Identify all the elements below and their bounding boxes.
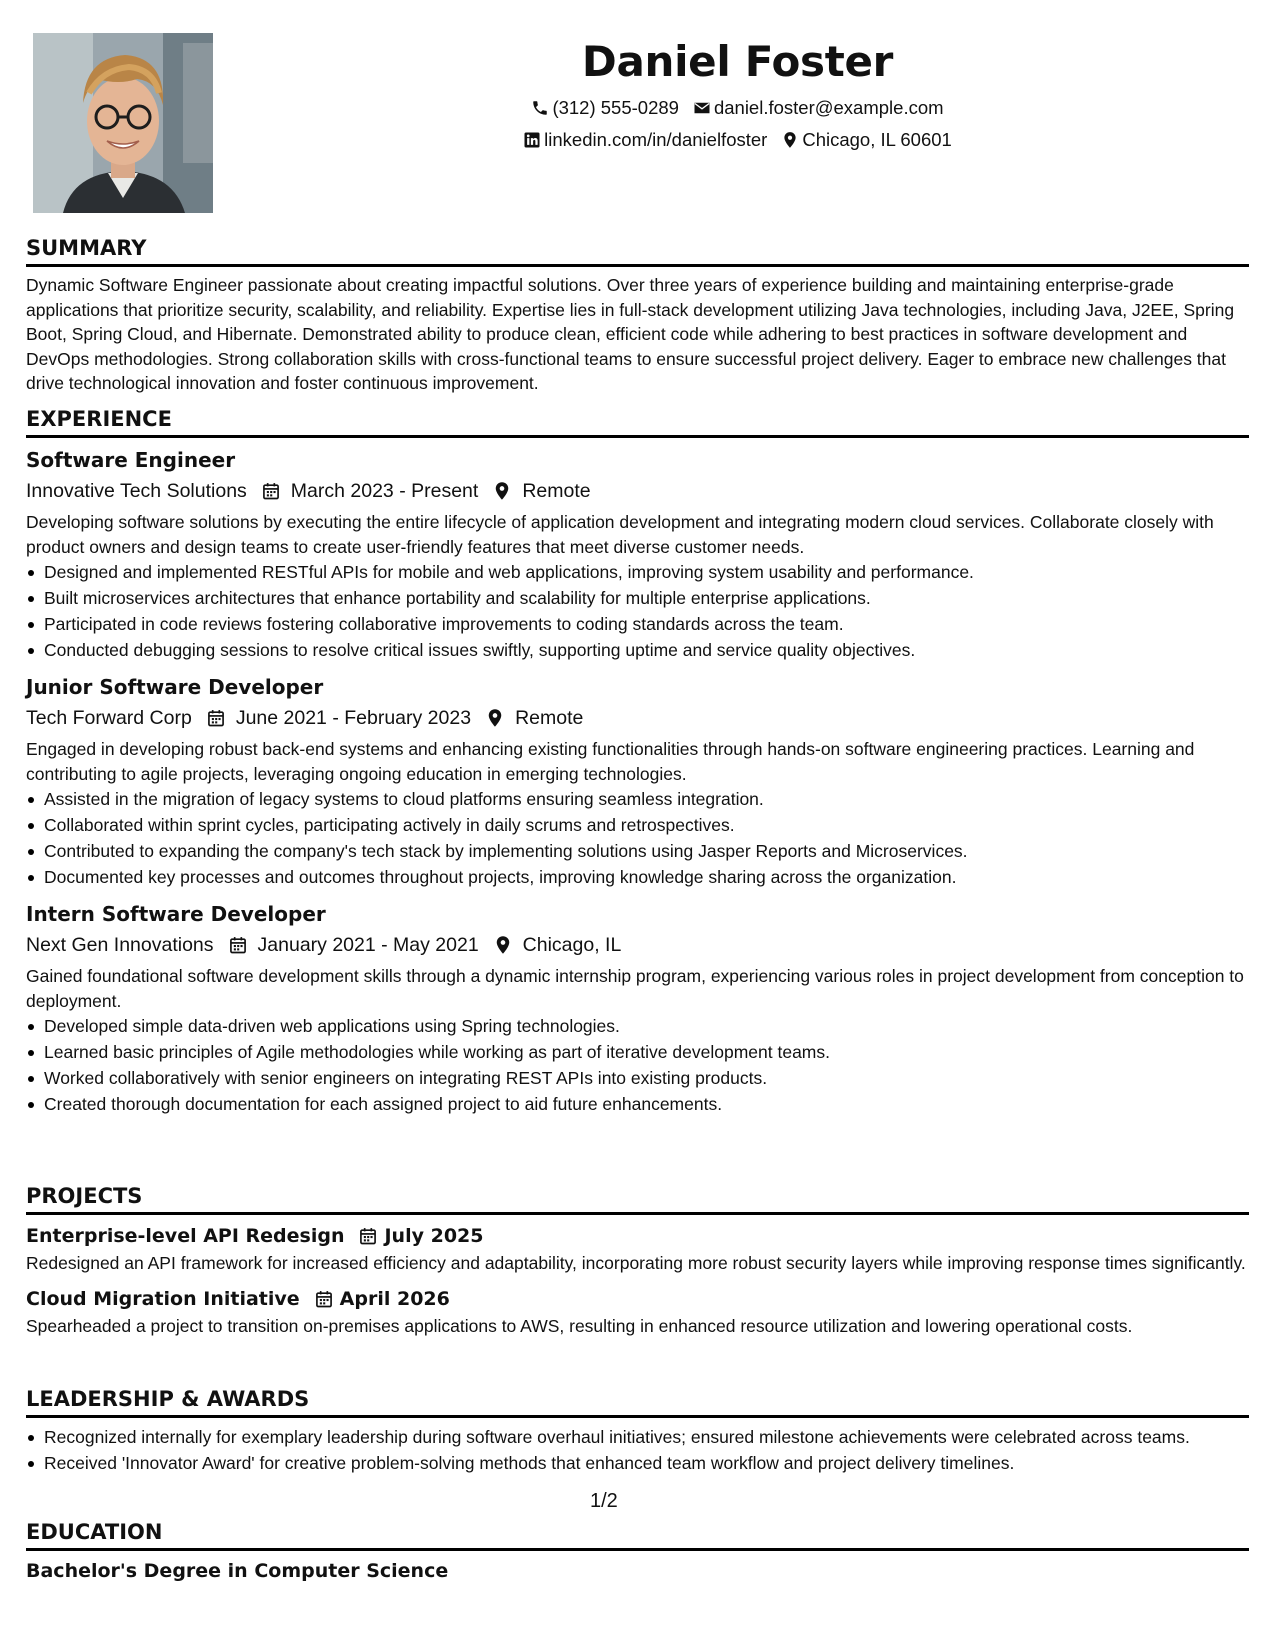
section-title: LEADERSHIP & AWARDS — [26, 1387, 310, 1411]
job-entry — [26, 671, 1249, 890]
job-location: Remote — [522, 480, 591, 502]
section-divider — [26, 1212, 1249, 1215]
phone-icon — [531, 99, 549, 117]
list-item: Designed and implemented RESTful APIs for mobile and web applications, improving system usability and performance. — [26, 559, 1249, 585]
job-meta — [26, 476, 1249, 506]
contact-line-2 — [230, 124, 1245, 156]
project-header — [26, 1221, 1249, 1251]
job-entry — [26, 898, 1249, 1117]
list-item: Built microservices architectures that enhance portability and scalability for multiple enterprise applications. — [26, 585, 1249, 611]
section-divider — [26, 1548, 1249, 1551]
linkedin-icon — [523, 131, 541, 149]
calendar-icon — [206, 708, 226, 728]
section-title: PROJECTS — [26, 1184, 143, 1208]
page-number: 1/2 — [590, 1490, 618, 1512]
contact-email[interactable] — [693, 92, 944, 124]
list-item: Contributed to expanding the company's tech stack by implementing solutions using Jasper Reports and Microservices. — [26, 838, 1249, 864]
calendar-icon — [314, 1289, 334, 1309]
job-title: Software Engineer — [26, 448, 236, 472]
project-name: Cloud Migration Initiative — [26, 1287, 300, 1310]
map-pin-icon — [485, 708, 505, 728]
job-title: Junior Software Developer — [26, 675, 324, 699]
list-item: Created thorough documentation for each assigned project to aid future enhancements. — [26, 1091, 1249, 1117]
calendar-icon — [228, 935, 248, 955]
section-title: EDUCATION — [26, 1520, 163, 1544]
contact-line-1 — [230, 92, 1245, 124]
project-description: Redesigned an API framework for increased efficiency and adaptability, incorporating more robust security layers while improving response times significantly. — [26, 1253, 1246, 1273]
job-location: Remote — [515, 707, 584, 729]
email-text: daniel.foster@example.com — [713, 97, 944, 118]
project-date: July 2025 — [384, 1225, 484, 1247]
candidate-name: Daniel Foster — [581, 37, 894, 86]
section-title: EXPERIENCE — [26, 407, 172, 431]
list-item: Collaborated within sprint cycles, participating actively in daily scrums and retrospectives. — [26, 812, 1249, 838]
job-bullets — [26, 1013, 1249, 1117]
project-entry — [26, 1284, 1249, 1339]
project-entry — [26, 1221, 1249, 1276]
education-section — [26, 1518, 1249, 1585]
job-meta — [26, 703, 1249, 733]
job-dates: March 2023 - Present — [290, 480, 479, 502]
job-location: Chicago, IL — [522, 934, 622, 956]
job-description: Developing software solutions by executing the entire lifecycle of application development and integrating modern cloud services. Collaborate closely with product owners and design teams to create user-friendly features that meet diverse customer needs. — [26, 512, 1214, 557]
profile-photo — [33, 33, 213, 213]
resume-header — [230, 32, 1245, 156]
section-title: SUMMARY — [26, 236, 147, 260]
education-degree: Bachelor's Degree in Computer Science — [26, 1560, 449, 1582]
job-company: Innovative Tech Solutions — [26, 480, 247, 502]
project-description: Spearheaded a project to transition on-premises applications to AWS, resulting in enhanced resource utilization and lowering operational costs. — [26, 1315, 1133, 1336]
job-dates: January 2021 - May 2021 — [257, 934, 479, 956]
summary-section — [26, 234, 1249, 396]
list-item: Received 'Innovator Award' for creative problem-solving methods that enhanced team workflow and project delivery timelines. — [26, 1450, 1249, 1476]
experience-section — [26, 405, 1249, 1117]
summary-text: Dynamic Software Engineer passionate about creating impactful solutions. Over three years of experience building and maintaining enterprise-grade applications that prioritize security, scalability, and reliability. Expertise lies in full-stack development utilizing Java technologies, including Java, J2EE, Spring Boot, Spring Cloud, and Hibernate. Demonstrated ability to produce clean, efficient code while adhering to best practices in software development and DevOps methodologies. Strong collaboration skills with cross-functional teams to ensure successful project delivery. Eager to embrace new challenges that drive technological innovation and foster continuous improvement. — [26, 275, 1235, 393]
calendar-icon — [261, 481, 281, 501]
map-pin-icon — [493, 935, 513, 955]
section-divider — [26, 435, 1249, 438]
list-item: Worked collaboratively with senior engineers on integrating REST APIs into existing products. — [26, 1065, 1249, 1091]
list-item: Participated in code reviews fostering collaborative improvements to coding standards across the team. — [26, 611, 1249, 637]
job-bullets — [26, 559, 1249, 663]
leadership-section — [26, 1385, 1249, 1476]
list-item: Conducted debugging sessions to resolve critical issues swiftly, supporting uptime and service quality objectives. — [26, 637, 1249, 663]
linkedin-text: linkedin.com/in/danielfoster — [544, 129, 768, 150]
project-name: Enterprise-level API Redesign — [26, 1225, 345, 1247]
section-divider — [26, 1415, 1249, 1418]
section-divider — [26, 264, 1249, 267]
leadership-bullets — [26, 1424, 1249, 1476]
map-pin-icon — [492, 481, 512, 501]
envelope-icon — [693, 99, 711, 117]
job-meta — [26, 930, 1249, 960]
list-item: Developed simple data-driven web applications using Spring technologies. — [26, 1013, 1249, 1039]
calendar-icon — [358, 1226, 378, 1246]
phone-text: (312) 555-0289 — [552, 97, 679, 118]
job-description: Gained foundational software development skills through a dynamic internship program, experiencing various roles in project development from conception to deployment. — [26, 966, 1244, 1011]
job-bullets — [26, 786, 1249, 890]
contact-location — [781, 124, 951, 156]
project-header — [26, 1284, 1249, 1314]
job-title: Intern Software Developer — [26, 902, 326, 926]
list-item: Recognized internally for exemplary leadership during software overhaul initiatives; ensured milestone achievements were celebrated across teams. — [26, 1424, 1249, 1450]
contact-phone — [531, 92, 679, 124]
job-company: Next Gen Innovations — [26, 934, 214, 956]
job-entry — [26, 444, 1249, 663]
list-item: Learned basic principles of Agile methodologies while working as part of iterative development teams. — [26, 1039, 1249, 1065]
contact-linkedin[interactable] — [523, 124, 767, 156]
list-item: Assisted in the migration of legacy systems to cloud platforms ensuring seamless integration. — [26, 786, 1249, 812]
map-pin-icon — [781, 131, 799, 149]
job-description: Engaged in developing robust back-end systems and enhancing existing functionalities through hands-on software engineering practices. Learning and contributing to agile projects, leveraging ongoing education in emerging technologies. — [26, 739, 1195, 784]
job-company: Tech Forward Corp — [26, 707, 192, 729]
location-text: Chicago, IL 60601 — [802, 129, 952, 150]
project-date: April 2026 — [339, 1287, 450, 1310]
list-item: Documented key processes and outcomes throughout projects, improving knowledge sharing across the organization. — [26, 864, 1249, 890]
projects-section — [26, 1182, 1249, 1338]
job-dates: June 2021 - February 2023 — [235, 707, 472, 729]
